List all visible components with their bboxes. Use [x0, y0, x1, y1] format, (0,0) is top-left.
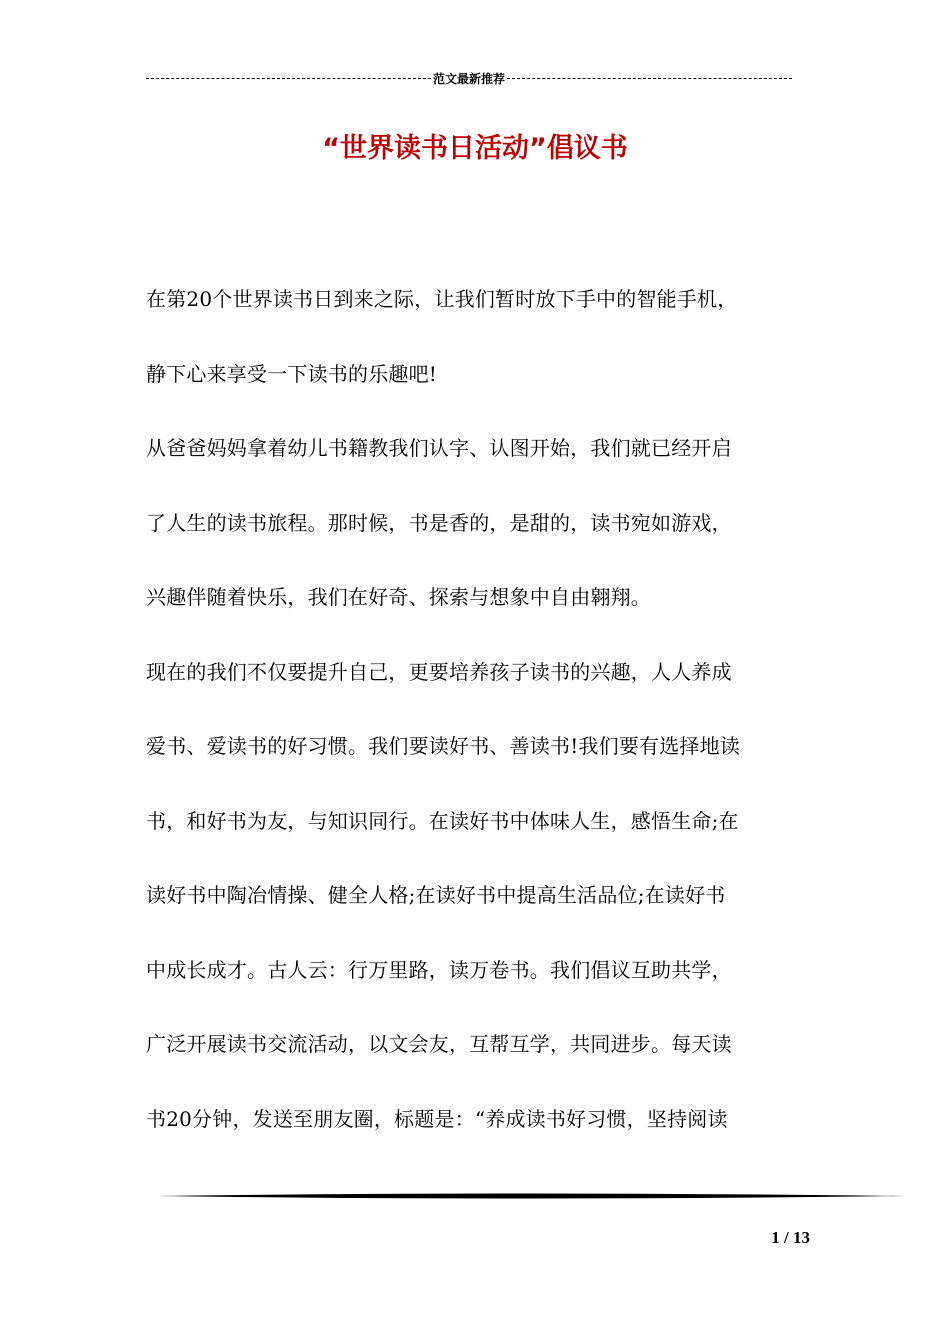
- body-line: 在第20个世界读书日到来之际，让我们暂时放下手中的智能手机，: [146, 287, 738, 311]
- body-line: 兴趣伴随着快乐，我们在好奇、探索与想象中自由翱翔。: [146, 585, 651, 609]
- body-line: 从爸爸妈妈拿着幼儿书籍教我们认字、认图开始，我们就已经开启: [146, 436, 732, 460]
- body-line: 中成长成才。古人云：行万里路，读万卷书。我们倡议互助共学，: [146, 957, 732, 982]
- header-dash-right: [507, 78, 792, 79]
- header-dash-left: [146, 78, 431, 79]
- body-line: 了人生的读书旅程。那时候，书是香的，是甜的，读书宛如游戏，: [146, 510, 732, 535]
- body-line: 广泛开展读书交流活动，以文会友，互帮互学，共同进步。每天读: [146, 1032, 732, 1056]
- page-number: 1 / 13: [771, 1228, 810, 1247]
- body-line: 书20分钟，发送至朋友圈，标题是：“养成读书好习惯，坚持阅读: [146, 1106, 728, 1131]
- header-label: 范文最新推荐: [433, 71, 506, 86]
- document-body: [146, 262, 806, 1156]
- body-line: 静下心来享受一下读书的乐趣吧!: [146, 361, 438, 386]
- body-line: 书，和好书为友，与知识同行。在读好书中体味人生，感悟生命;在: [146, 808, 739, 833]
- body-line: 读好书中陶冶情操、健全人格;在读好书中提高生活品位;在读好书: [146, 883, 726, 907]
- header-rule: [146, 70, 792, 86]
- body-line: 现在的我们不仅要提升自己，更要培养孩子读书的兴趣，人人养成: [146, 659, 732, 684]
- body-line: 爱书、爱读书的好习惯。我们要读好书、善读书!我们要有选择地读: [146, 734, 741, 758]
- footer-rule: [158, 1190, 904, 1202]
- document-title: “世界读书日活动”倡议书: [322, 133, 628, 164]
